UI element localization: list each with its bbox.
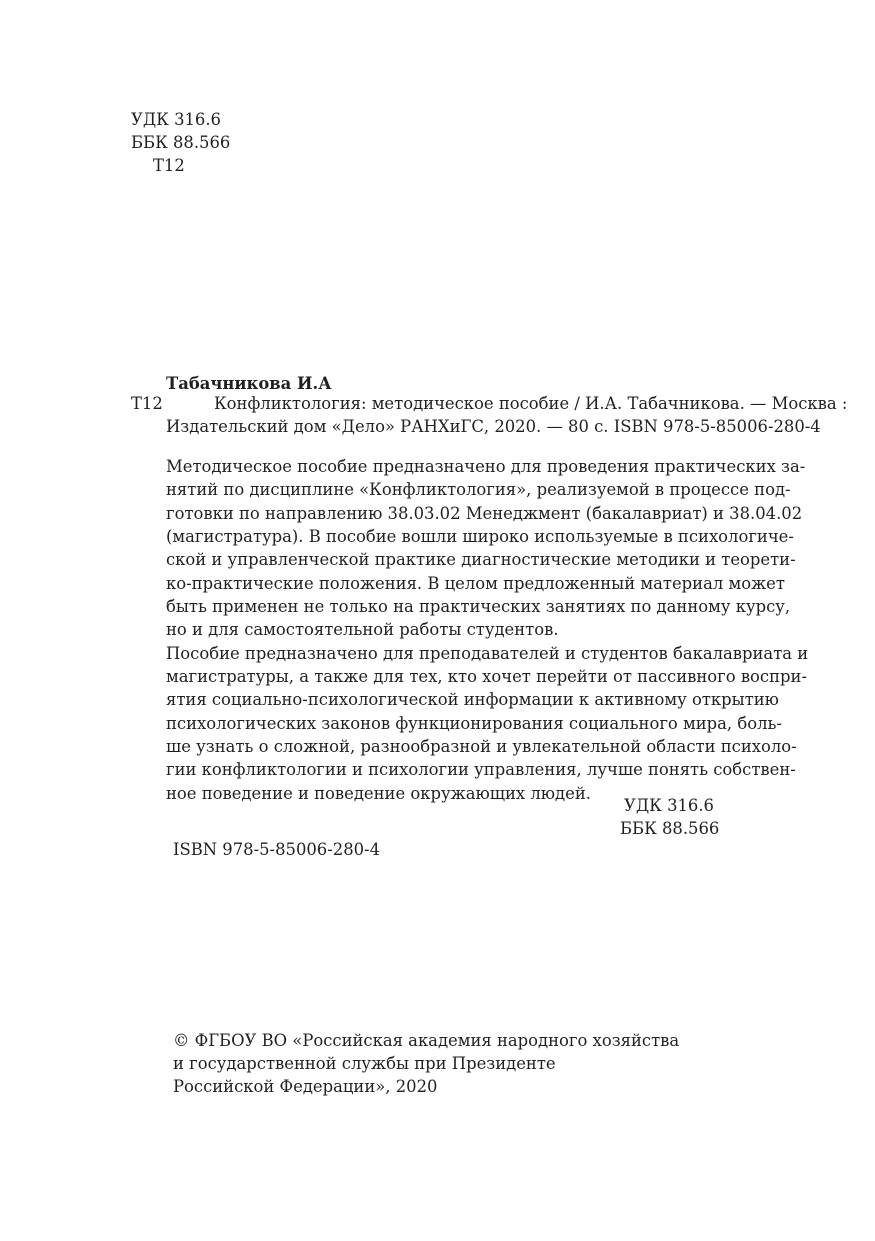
abstract-line: ное поведение и поведение окружающих людей. bbox=[166, 783, 591, 803]
abstract bbox=[166, 455, 809, 805]
copyright-line-1: © ФГБОУ ВО «Российская академия народного хозяйства bbox=[173, 1031, 680, 1050]
bbk-code-bottom: ББК 88.566 bbox=[620, 819, 720, 838]
abstract-line: психологических законов функционирования социального мира, боль- bbox=[166, 713, 782, 733]
abstract-line: но и для самостоятельной работы студентов. bbox=[166, 620, 559, 640]
biblio-line-1: Конфликтология: методическое пособие / И.А. Табачникова. — Москва : bbox=[214, 394, 848, 413]
copyright-line-3: Российской Федерации», 2020 bbox=[173, 1077, 438, 1096]
abstract-line: ше узнать о сложной, разнообразной и увлекательной области психоло- bbox=[166, 737, 797, 757]
udk-code: УДК 316.6 bbox=[131, 110, 221, 129]
isbn: ISBN 978-5-85006-280-4 bbox=[173, 840, 381, 859]
abstract-line: Пособие предназначено для преподавателей и студентов бакалавриата и bbox=[166, 643, 809, 663]
copyright-notice bbox=[173, 1029, 679, 1098]
abstract-line: гии конфликтологии и психологии управления, лучше понять собствен- bbox=[166, 760, 796, 780]
author-name: Табачникова И.А bbox=[166, 374, 332, 393]
abstract-line: нятий по дисциплине «Конфликтология», реализуемой в процессе под- bbox=[166, 480, 791, 500]
abstract-line: ко-практические положения. В целом предложенный материал может bbox=[166, 573, 785, 593]
author-mark: Т12 bbox=[153, 156, 185, 175]
abstract-line: быть применен не только на практических занятиях по данному курсу, bbox=[166, 597, 791, 617]
abstract-line: Методическое пособие предназначено для проведения практических за- bbox=[166, 457, 806, 476]
copyright-line-2: и государственной службы при Президенте bbox=[173, 1054, 556, 1073]
abstract-line: ятия социально-психологической информации к активному открытию bbox=[166, 690, 779, 710]
bbk-code: ББК 88.566 bbox=[131, 133, 231, 152]
classification-bottom bbox=[620, 794, 770, 840]
biblio-line-2: Издательский дом «Дело» РАНХиГС, 2020. — 80 с. ISBN 978-5-85006-280-4 bbox=[166, 417, 821, 436]
udk-code-bottom: УДК 316.6 bbox=[624, 796, 714, 815]
classification-top bbox=[131, 108, 230, 177]
abstract-line: готовки по направлению 38.03.02 Менеджмент (бакалавриат) и 38.04.02 bbox=[166, 503, 803, 523]
abstract-line: (магистратура). В пособие вошли широко используемые в психологиче- bbox=[166, 527, 794, 547]
abstract-line: ской и управленческой практике диагностические методики и теорети- bbox=[166, 550, 796, 570]
record-author-mark: Т12 bbox=[131, 394, 163, 413]
abstract-line: магистратуры, а также для тех, кто хочет перейти от пассивного воспри- bbox=[166, 667, 807, 687]
bibliographic-description bbox=[166, 392, 848, 438]
